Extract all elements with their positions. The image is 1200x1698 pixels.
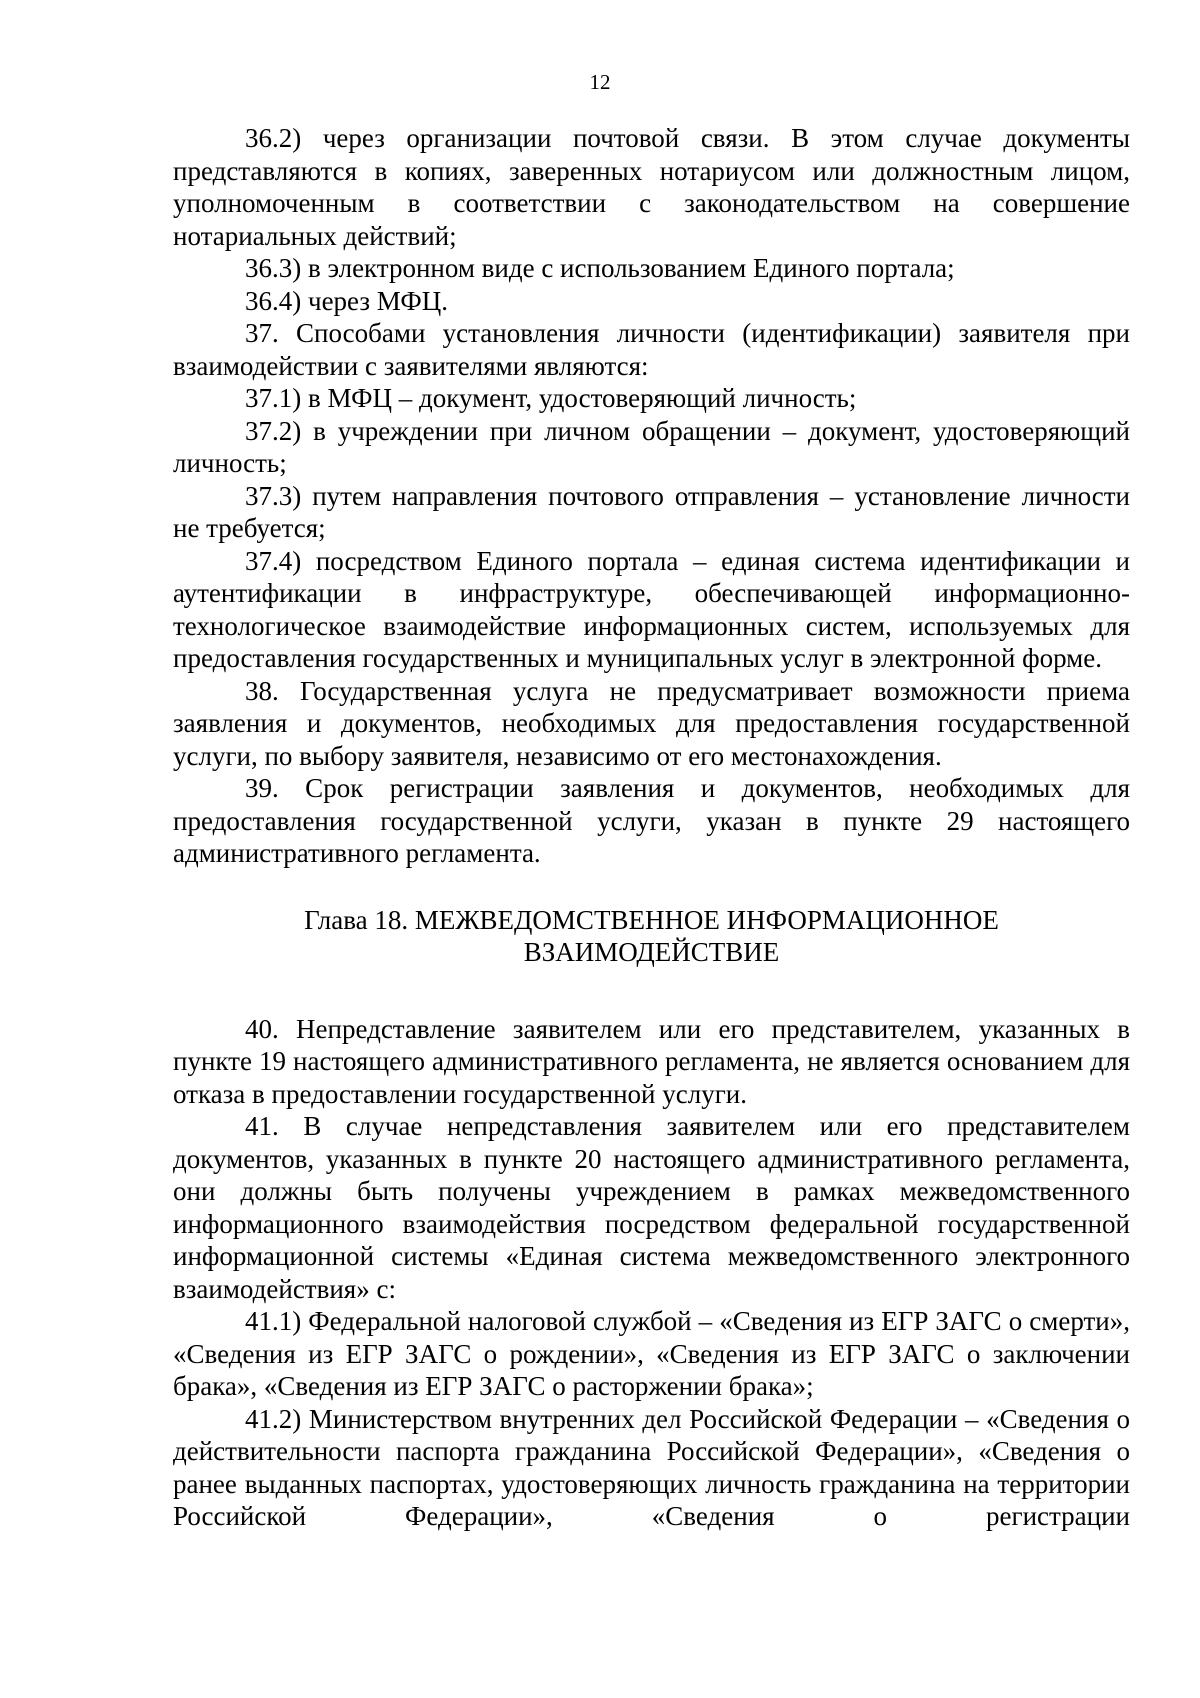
chapter-heading-line-2: ВЗАИМОДЕЙСТВИЕ bbox=[523, 937, 780, 967]
paragraph-36-2: 36.2) через организации почтовой связи. В этом случае документы представляются в копиях, заверенных нотариусом или должностным лицом, уполномоченным в соответствии с законодательством на совершение нотариальных действий; bbox=[173, 123, 1130, 251]
paragraph-37-2: 37.2) в учреждении при личном обращении – документ, удостоверяющий личность; bbox=[173, 415, 1130, 478]
paragraph-37-1: 37.1) в МФЦ – документ, удостоверяющий личность; bbox=[245, 383, 857, 413]
paragraph-36-4: 36.4) через МФЦ. bbox=[245, 285, 449, 316]
paragraph-37-3: 37.3) путем направления почтового отправления – установление личности не требуется; bbox=[173, 480, 1130, 543]
paragraph-41-2: 41.2) Министерством внутренних дел Российской Федерации – «Сведения о действительности паспорта гражданина Российской Федерации», «Сведения о ранее выданных паспортах, удостоверяющих личность гражданина на территории Российской Федерации», «Сведения о регистрации bbox=[173, 1403, 1130, 1531]
paragraph-37: 37. Способами установления личности (идентификации) заявителя при взаимодействии с заявителями являются: bbox=[173, 318, 1130, 381]
paragraph-41-1: 41.1) Федеральной налоговой службой – «Сведения из ЕГР ЗАГС о смерти», «Сведения из ЕГР ЗАГС о рождении», «Сведения из ЕГР ЗАГС о заключении брака», «Сведения из ЕГР ЗАГС о расторжении брака»; bbox=[173, 1306, 1130, 1401]
document-body bbox=[173, 122, 1130, 1533]
chapter-heading-line-1: Глава 18. МЕЖВЕДОМСТВЕННОЕ ИНФОРМАЦИОННОЕ bbox=[304, 904, 999, 935]
page-number: 12 bbox=[589, 70, 611, 94]
paragraph-37-4: 37.4) посредством Единого портала – единая система идентификации и аутентификации в инфраструктуре, обеспечивающей информационно-технологическое взаимодействие информационных систем, используемых для предоставления государственных и муниципальных услуг в электронной форме. bbox=[173, 545, 1130, 673]
paragraph-40: 40. Непредставление заявителем или его представителем, указанных в пункте 19 настоящего административного регламента, не является основанием для отказа в предоставлении государственной услуги. bbox=[173, 1013, 1130, 1109]
chapter-heading bbox=[173, 870, 1130, 1013]
paragraph-36-3: 36.3) в электронном виде с использованием Единого портала; bbox=[245, 253, 955, 283]
paragraph-38: 38. Государственная услуга не предусматривает возможности приема заявления и документов, необходимых для предоставления государственной услуги, по выбору заявителя, независимо от его местонахождения. bbox=[173, 675, 1130, 771]
paragraph-39: 39. Срок регистрации заявления и документов, необходимых для предоставления государственной услуги, указан в пункте 29 настоящего административного регламента. bbox=[173, 773, 1130, 868]
paragraph-41: 41. В случае непредставления заявителем или его представителем документов, указанных в пункте 20 настоящего административного регламента, они должны быть получены учреждением в рамках межведомственного информационного взаимодействия посредством федеральной государственной информационной системы «Единая система межведомственного электронного взаимодействия» с: bbox=[173, 1111, 1130, 1304]
